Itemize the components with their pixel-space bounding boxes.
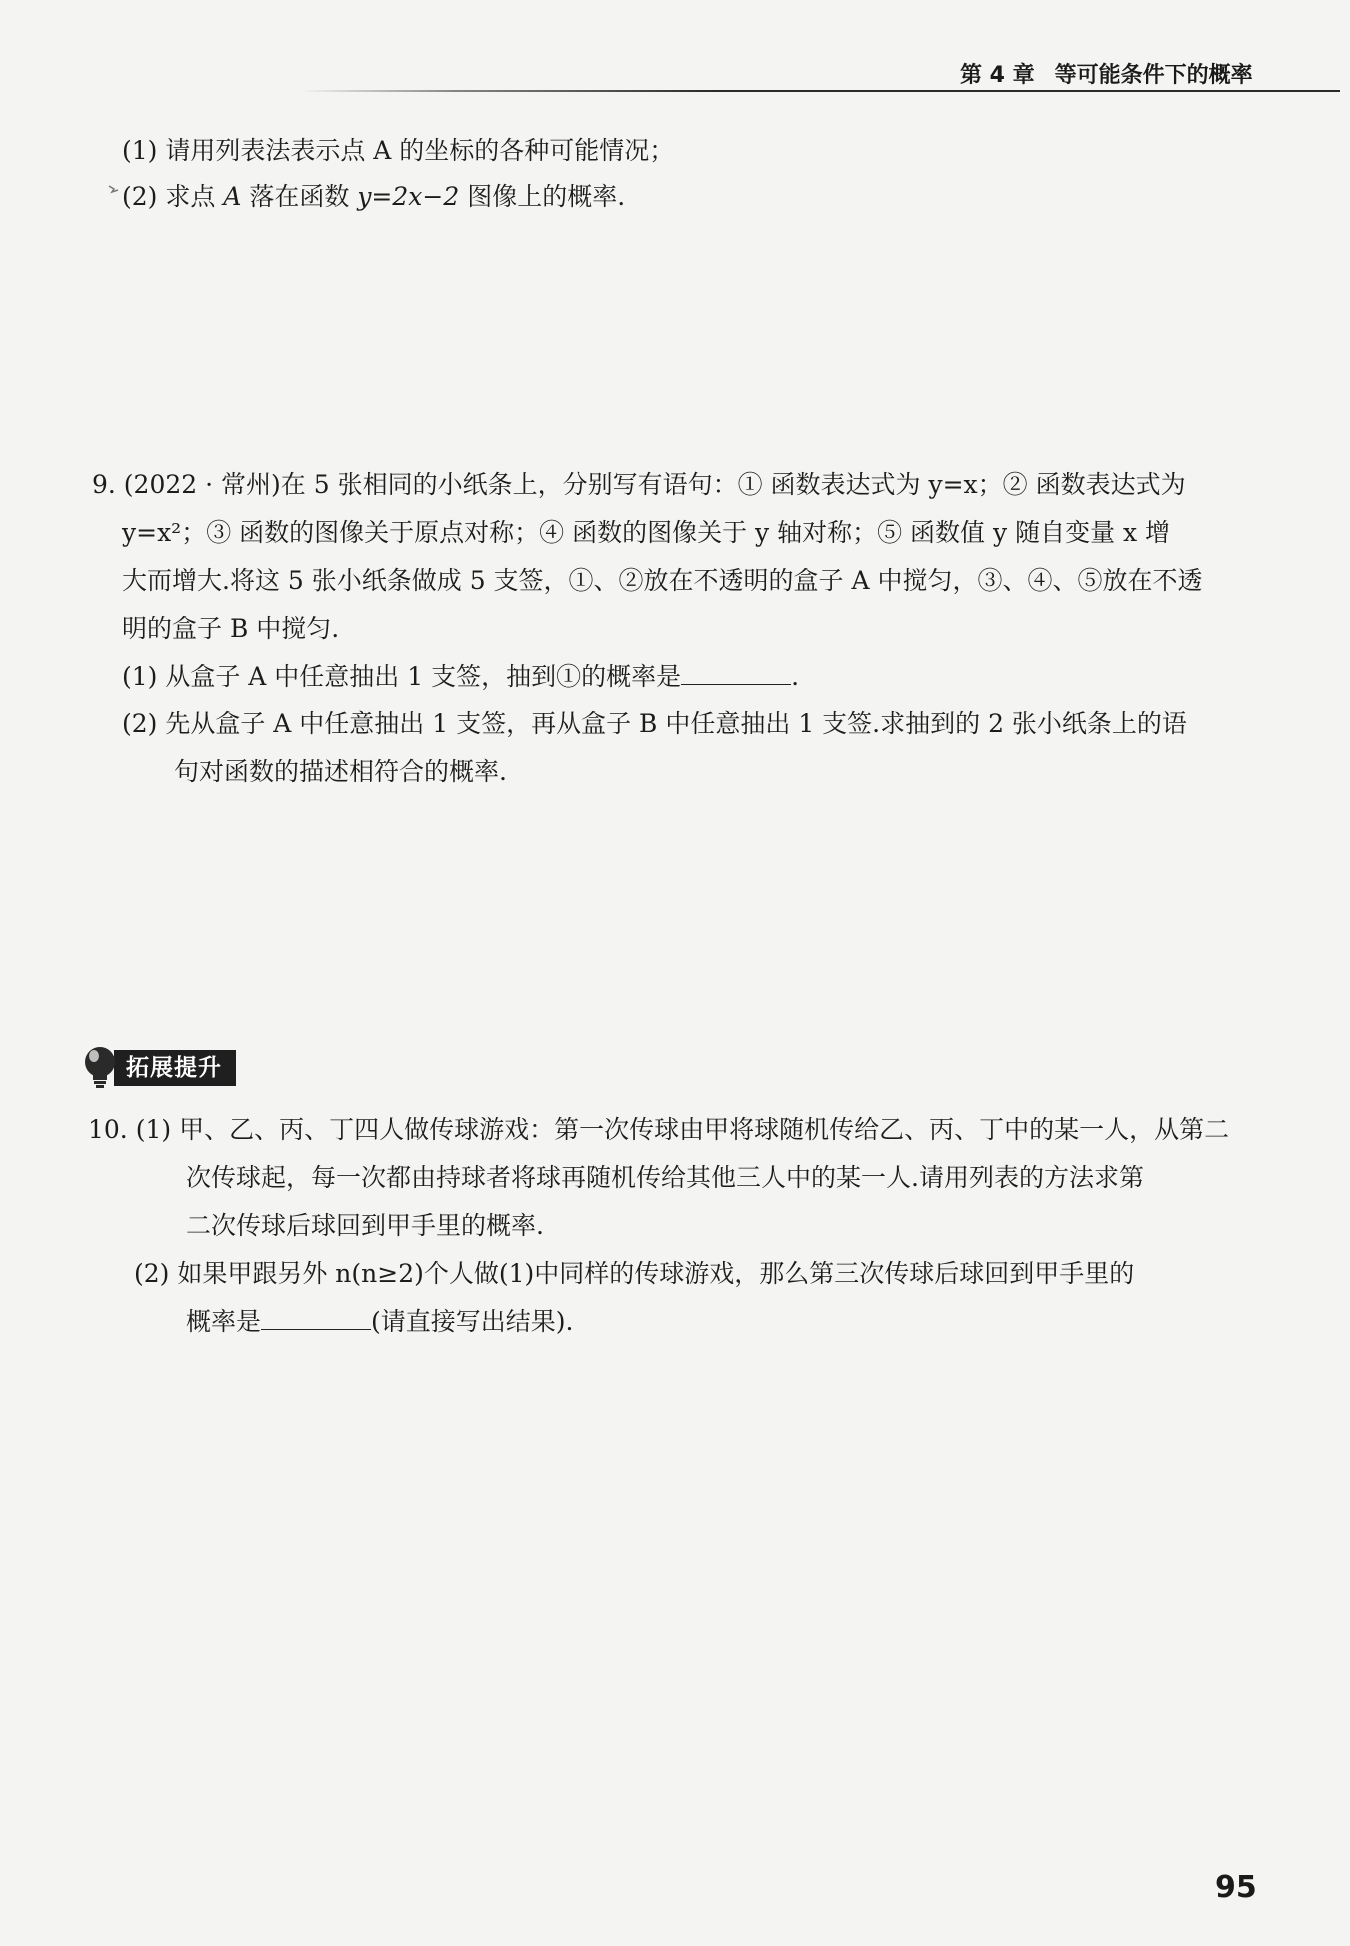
chapter-number: 第 4 章: [960, 63, 1035, 88]
q9-part2-line1: (2) 先从盒子 A 中任意抽出 1 支签，再从盒子 B 中任意抽出 1 支签.求抽到的 2 张小纸条上的语: [122, 709, 1187, 738]
page-number: 95: [1215, 1870, 1257, 1905]
lightbulb-icon: [82, 1045, 118, 1091]
answer-blank[interactable]: [681, 662, 791, 685]
q9-line2: y=x²；③ 函数的图像关于原点对称；④ 函数的图像关于 y 轴对称；⑤ 函数值 y 随自变量 x 增: [122, 518, 1171, 547]
q10-part2-line1: (2) 如果甲跟另外 n(n≥2)个人做(1)中同样的传球游戏，那么第三次传球后球回到甲手里的: [134, 1259, 1135, 1288]
chapter-header: [960, 58, 1253, 89]
header-divider: [300, 90, 1340, 92]
q9-line4: 明的盒子 B 中搅匀.: [122, 614, 340, 643]
section-badge: [82, 1048, 236, 1088]
pencil-mark-icon: [108, 184, 122, 194]
chapter-title: 等可能条件下的概率: [1054, 63, 1253, 88]
q10-part2-line2: 概率是 (请直接写出结果).: [186, 1307, 574, 1336]
answer-blank[interactable]: [261, 1307, 371, 1330]
q10-line3: 二次传球后球回到甲手里的概率.: [186, 1211, 544, 1240]
q9-part2-line2: 句对函数的描述相符合的概率.: [174, 757, 507, 786]
q9-line3: 大而增大.将这 5 张小纸条做成 5 支签，①、②放在不透明的盒子 A 中搅匀，③、④、⑤放在不透: [122, 566, 1203, 595]
q9-part1: (1) 从盒子 A 中任意抽出 1 支签，抽到①的概率是 .: [122, 662, 800, 691]
q9-line1: 9. (2022 · 常州)在 5 张相同的小纸条上，分别写有语句：① 函数表达式为 y=x；② 函数表达式为: [92, 470, 1186, 499]
section-title: 拓展提升: [114, 1050, 236, 1086]
q10-line1: 10. (1) 甲、乙、丙、丁四人做传球游戏：第一次传球由甲将球随机传给乙、丙、丁中的某一人，从第二: [88, 1115, 1230, 1144]
q10-line2: 次传球起，每一次都由持球者将球再随机传给其他三人中的某一人.请用列表的方法求第: [186, 1163, 1144, 1192]
prev-question-part2: (2) 求点 A 落在函数 y=2x−2 图像上的概率.: [122, 182, 626, 211]
prev-question-part1: (1) 请用列表法表示点 A 的坐标的各种可能情况；: [122, 136, 675, 165]
